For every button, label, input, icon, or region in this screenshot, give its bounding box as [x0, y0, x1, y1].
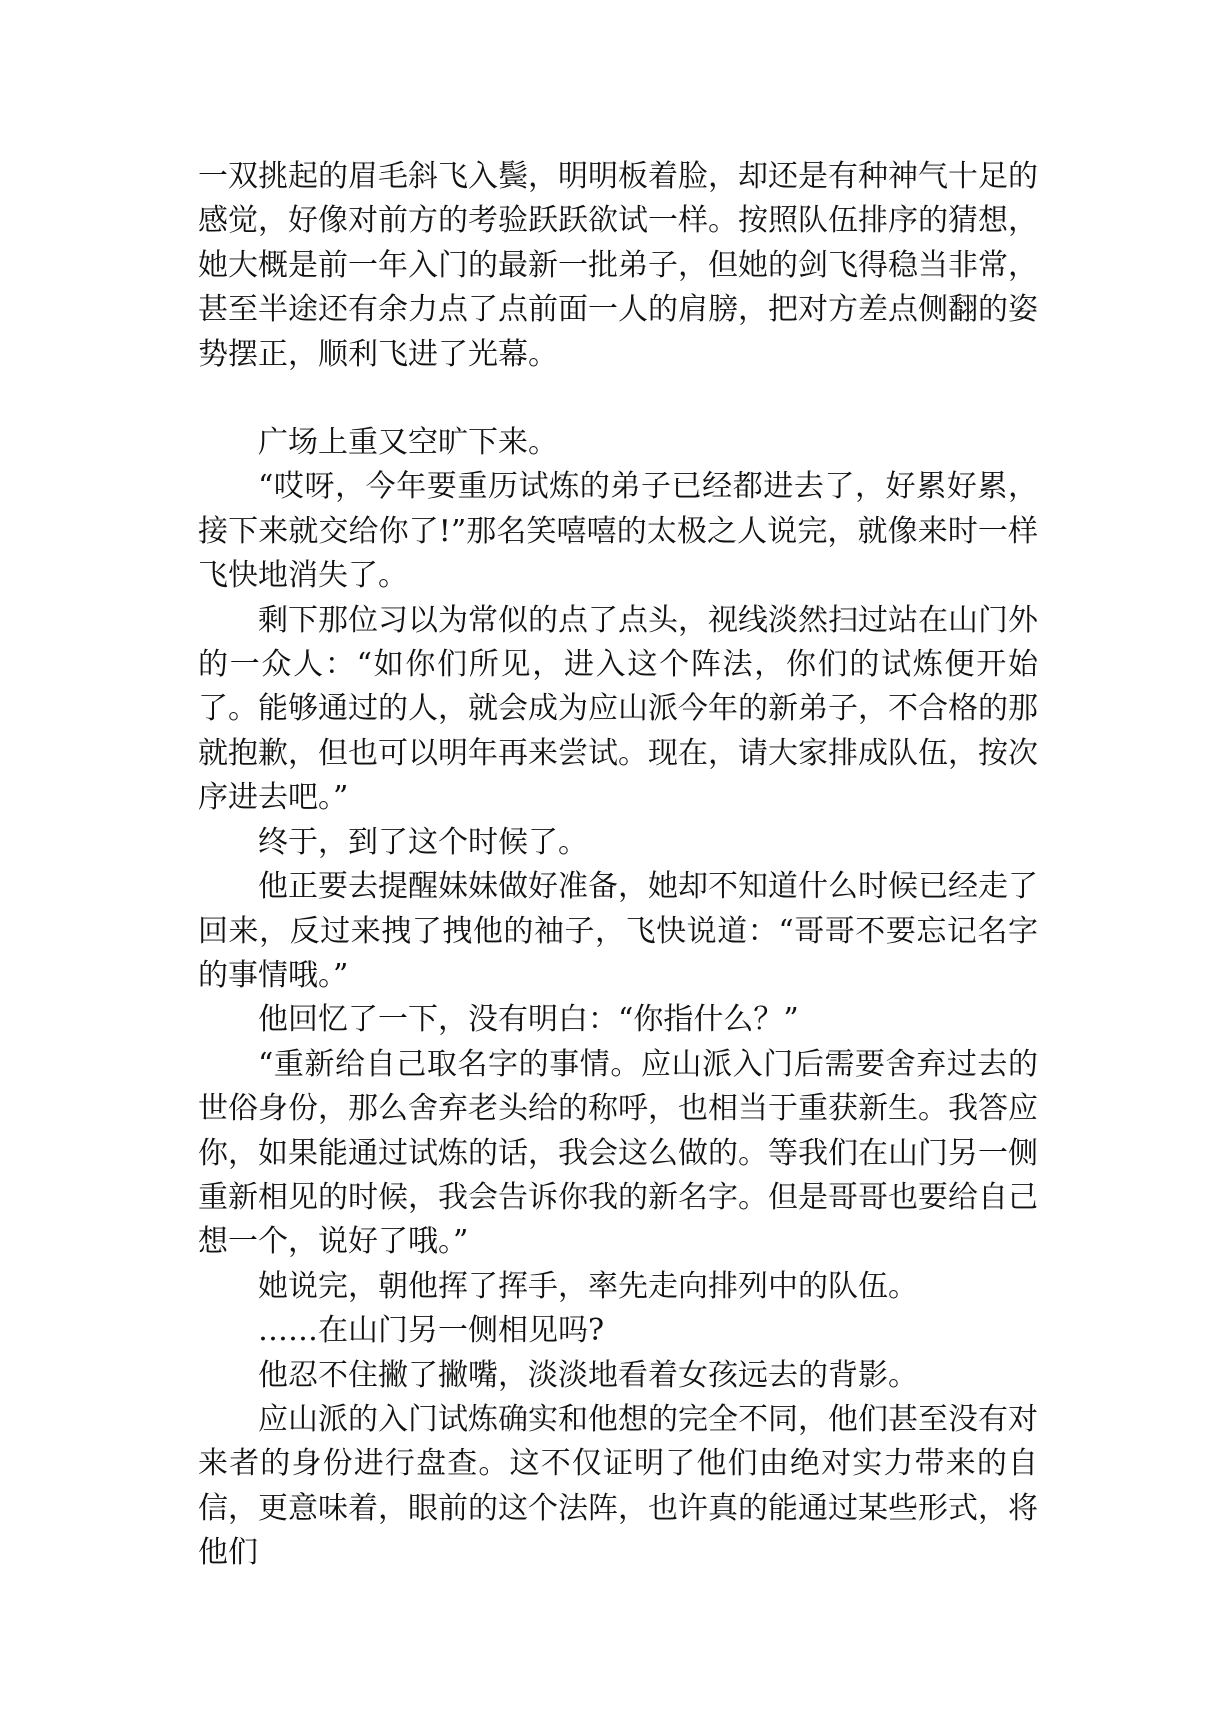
- paragraph-8: “重新给自己取名字的事情。应山派入门后需要舍弃过去的世俗身份，那么舍弃老头给的称呼，也相当于重获新生。我答应你，如果能通过试炼的话，我会这么做的。等我们在山门另一侧重新相见的时候，我会告诉你我的新名字。但是哥哥也要给自己想一个，说好了哦。”: [198, 1046, 1038, 1260]
- paragraph-6: 他正要去提醒妹妹做好准备，她却不知道什么时候已经走了回来，反过来拽了拽他的袖子，飞快说道：“哥哥不要忘记名字的事情哦。”: [198, 869, 1038, 993]
- body-text: [198, 155, 1038, 1576]
- paragraph-3: “哎呀，今年要重历试炼的弟子已经都进去了，好累好累，接下来就交给你了!”那名笑嘻嘻的太极之人说完，就像来时一样飞快地消失了。: [198, 469, 1038, 594]
- paragraph-12: 应山派的入门试炼确实和他想的完全不同，他们甚至没有对来者的身份进行盘查。这不仅证明了他们由绝对实力带来的自信，更意味着，眼前的这个法阵，也许真的能通过某些形式，将他们: [198, 1401, 1038, 1571]
- paragraph-10: ……在山门另一侧相见吗?: [258, 1313, 605, 1349]
- paragraph-2: 广场上重又空旷下来。: [258, 425, 558, 461]
- paragraph-5: 终于，到了这个时候了。: [258, 824, 588, 860]
- paragraph-7: 他回忆了一下，没有明白：“你指什么？”: [258, 1002, 799, 1038]
- paragraph-11: 他忍不住撇了撇嘴，淡淡地看着女孩远去的背影。: [258, 1357, 918, 1393]
- paragraph-1: 一双挑起的眉毛斜飞入鬓，明明板着脸，却还是有种神气十足的感觉，好像对前方的考验跃跃欲试一样。按照队伍排序的猜想，她大概是前一年入门的最新一批弟子，但她的剑飞得稳当非常，甚至半途还有余力点了点前面一人的肩膀，把对方差点侧翻的姿势摆正，顺利飞进了光幕。: [198, 159, 1038, 372]
- paragraph-9: 她说完，朝他挥了挥手，率先走向排列中的队伍。: [258, 1268, 918, 1304]
- paragraph-4: 剩下那位习以为常似的点了点头，视线淡然扫过站在山门外的一众人：“如你们所见，进入这个阵法，你们的试炼便开始了。能够通过的人，就会成为应山派今年的新弟子，不合格的那就抱歉，但也可以明年再来尝试。现在，请大家排成队伍，按次序进去吧。”: [198, 602, 1038, 816]
- paragraph-gap: [198, 377, 1038, 421]
